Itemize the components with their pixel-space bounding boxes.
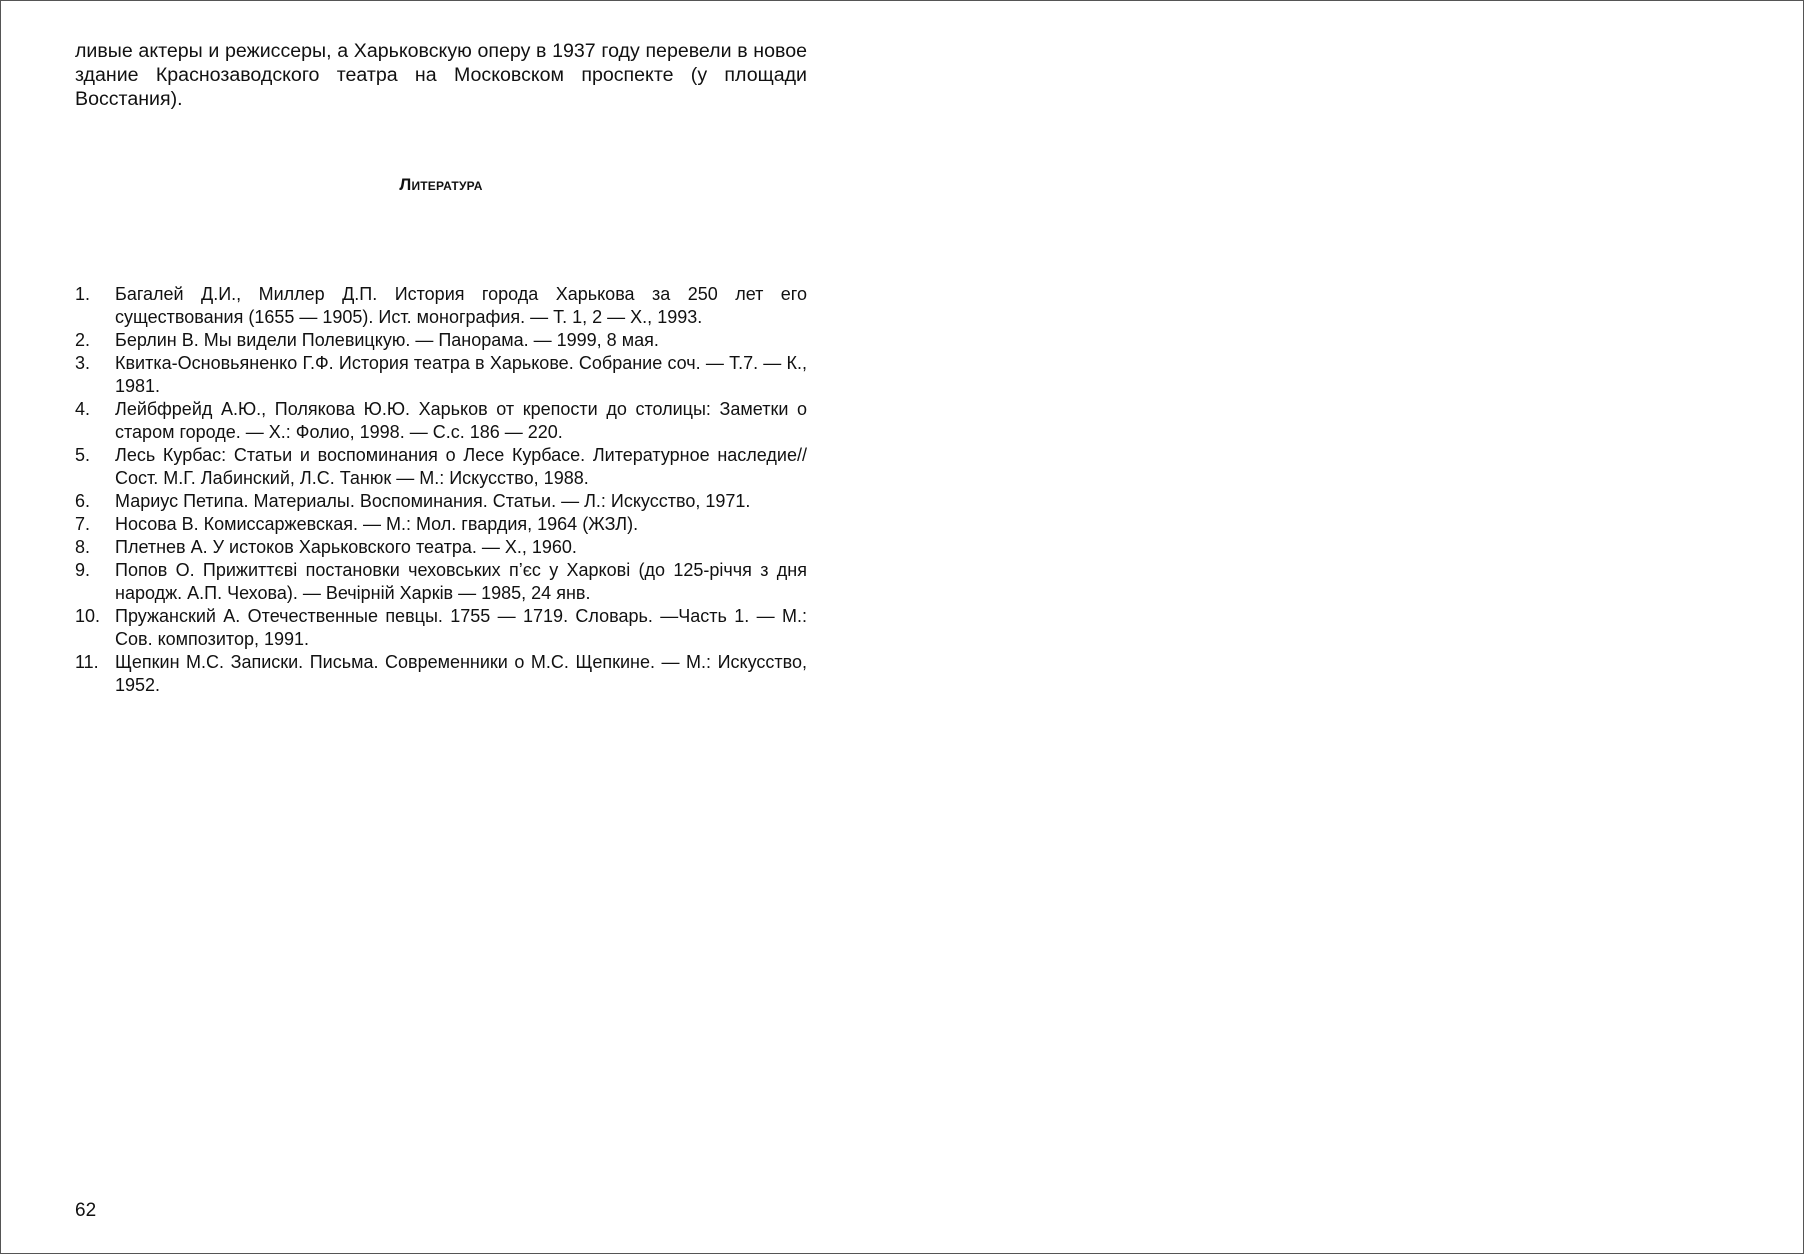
- reference-item: [75, 490, 807, 513]
- section-heading: Литература: [399, 175, 483, 194]
- reference-text: Попов О. Прижиттєві постановки чеховських п’єс у Харкові (до 125-річчя з дня народж. А.П. Чехова). — Вечірній Харків — 1985, 24 янв.: [115, 560, 807, 603]
- text-column: [75, 39, 807, 695]
- reference-text: Берлин В. Мы видели Полевицкую. — Панорама. — 1999, 8 мая.: [115, 330, 659, 350]
- reference-item: [75, 513, 807, 536]
- reference-text: Пружанский А. Отечественные певцы. 1755 — 1719. Словарь. —Часть 1. — М.: Сов. композитор, 1991.: [115, 606, 807, 649]
- intro-paragraph: ливые актеры и режиссеры, а Харьковскую оперу в 1937 году перевели в новое здание Краснозаводского театра на Московском проспекте (у площади Восстания).: [75, 40, 807, 110]
- reference-item: [75, 398, 807, 444]
- reference-item: [75, 605, 807, 651]
- reference-number: 3.: [75, 353, 91, 373]
- reference-text: Багалей Д.И., Миллер Д.П. История города Харькова за 250 лет его существования (1655 — 1905). Ист. монография. — Т. 1, 2 — Х., 1993.: [115, 284, 807, 327]
- reference-text: Лейбфрейд А.Ю., Полякова Ю.Ю. Харьков от крепости до столицы: Заметки о старом городе. — Х.: Фолио, 1998. — С.с. 186 — 220.: [115, 399, 807, 442]
- reference-item: [75, 536, 807, 559]
- reference-text: Лесь Курбас: Статьи и воспоминания о Лесе Курбасе. Литературное наследие// Сост. М.Г. Лабинский, Л.С. Танюк — М.: Искусство, 1988.: [115, 445, 807, 488]
- reference-item: [75, 559, 807, 605]
- reference-number: 10.: [75, 606, 101, 626]
- reference-item: [75, 651, 807, 697]
- reference-item: [75, 283, 807, 329]
- reference-number: 5.: [75, 445, 91, 465]
- reference-number: 9.: [75, 560, 91, 580]
- reference-number: 4.: [75, 399, 91, 419]
- reference-text: Квитка-Основьяненко Г.Ф. История театра в Харькове. Собрание соч. — Т.7. — К., 1981.: [115, 353, 807, 396]
- reference-text: Щепкин М.С. Записки. Письма. Современники о М.С. Щепкине. — М.: Искусство, 1952.: [115, 652, 807, 695]
- reference-item: [75, 352, 807, 398]
- reference-item: [75, 329, 807, 352]
- reference-text: Носова В. Комиссаржевская. — М.: Мол. гвардия, 1964 (ЖЗЛ).: [115, 514, 639, 534]
- reference-number: 6.: [75, 491, 91, 511]
- reference-item: [75, 444, 807, 490]
- reference-number: 8.: [75, 537, 91, 557]
- reference-number: 2.: [75, 330, 91, 350]
- reference-text: Мариус Петипа. Материалы. Воспоминания. Статьи. — Л.: Искусство, 1971.: [115, 491, 751, 511]
- reference-number: 11.: [75, 652, 99, 672]
- page-number: 62: [75, 1200, 97, 1221]
- reference-number: 7.: [75, 514, 91, 534]
- reference-text: Плетнев А. У истоков Харьковского театра. — Х., 1960.: [115, 537, 577, 557]
- reference-list: [75, 283, 807, 697]
- reference-number: 1.: [75, 284, 91, 304]
